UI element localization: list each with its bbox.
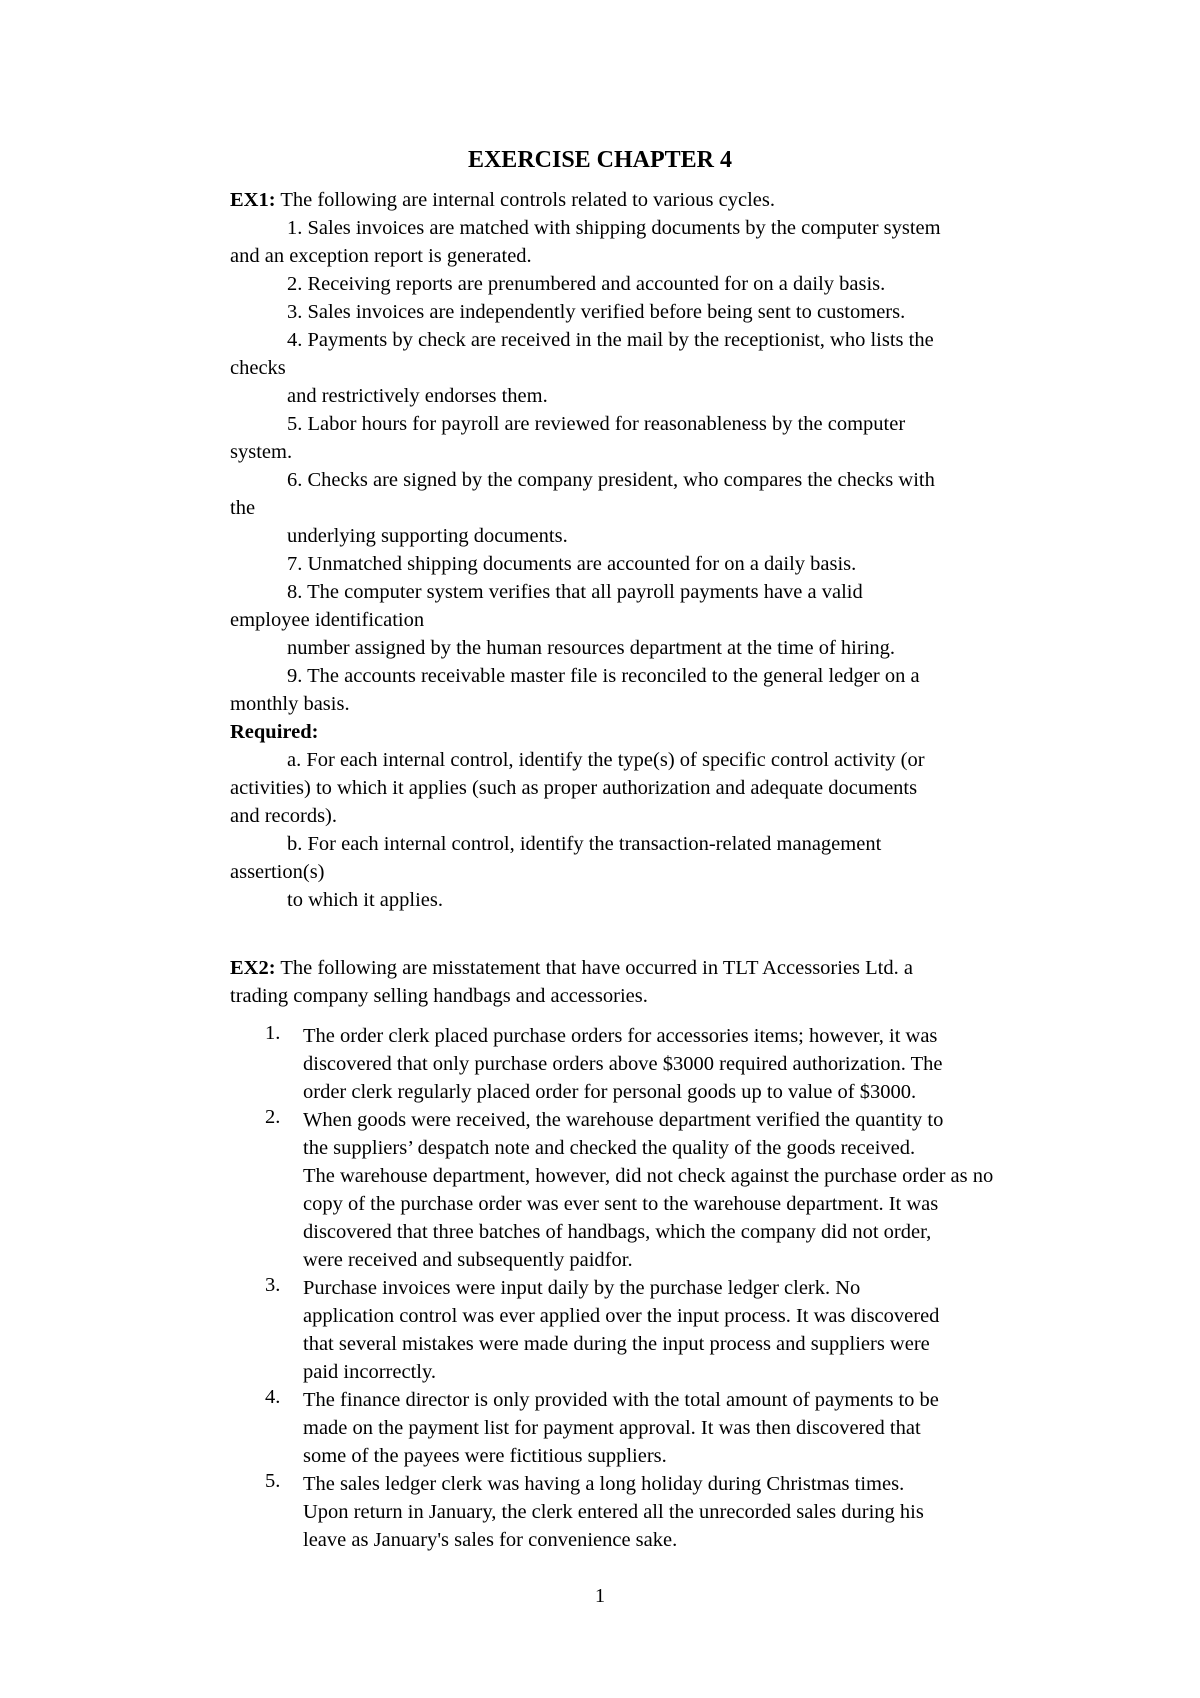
ex2-intro [230, 954, 1063, 982]
list-item-line: Purchase invoices were input daily by the purchase ledger clerk. No [303, 1277, 861, 1299]
text-line: 6. Checks are signed by the company president, who compares the checks with [287, 469, 935, 491]
list-item [230, 1386, 1063, 1470]
list-item-number: 3. [265, 1274, 281, 1296]
list-item-line: were received and subsequently paidfor. [303, 1249, 633, 1271]
list-item-number: 5. [265, 1470, 281, 1492]
ex1-label: EX1: [230, 189, 276, 211]
text-line: b. For each internal control, identify the transaction-related management [287, 833, 882, 855]
list-item [230, 1470, 1063, 1554]
ex1-section [230, 186, 1063, 914]
list-item-line: leave as January's sales for convenience sake. [303, 1529, 678, 1551]
list-item-line: The finance director is only provided with the total amount of payments to be [303, 1389, 939, 1411]
document-title: EXERCISE CHAPTER 4 [467, 147, 733, 173]
text-line: number assigned by the human resources department at the time of hiring. [287, 637, 895, 659]
ex1-intro [230, 186, 1063, 214]
list-item-line: paid incorrectly. [303, 1361, 436, 1383]
ex2-section [230, 954, 1063, 1010]
list-item-line: the suppliers’ despatch note and checked the quality of the goods received. [303, 1137, 916, 1159]
text-line: 8. The computer system verifies that all payroll payments have a valid [287, 581, 863, 603]
text-line: and an exception report is generated. [230, 245, 532, 267]
text-line: monthly basis. [230, 693, 350, 715]
text-line: 2. Receiving reports are prenumbered and accounted for on a daily basis. [287, 273, 886, 295]
ex2-intro-continued: trading company selling handbags and accessories. [230, 985, 648, 1007]
text-line: 1. Sales invoices are matched with shipping documents by the computer system [287, 217, 941, 239]
list-item-line: made on the payment list for payment approval. It was then discovered that [303, 1417, 921, 1439]
text-line: the [230, 497, 256, 519]
list-item-number: 2. [265, 1106, 281, 1128]
ex1-controls-list [230, 214, 1063, 718]
list-item-line: When goods were received, the warehouse department verified the quantity to [303, 1109, 944, 1131]
list-item-line: The warehouse department, however, did not check against the purchase order as no [303, 1165, 994, 1187]
list-item-line: discovered that only purchase orders above $3000 required authorization. The [303, 1053, 943, 1075]
list-item-line: The order clerk placed purchase orders for accessories items; however, it was [303, 1025, 938, 1047]
list-item-line: some of the payees were fictitious suppliers. [303, 1445, 667, 1467]
ex2-label: EX2: [230, 957, 276, 979]
text-line: to which it applies. [287, 889, 444, 911]
text-line: and restrictively endorses them. [287, 385, 548, 407]
text-line: 7. Unmatched shipping documents are accounted for on a daily basis. [287, 553, 857, 575]
list-item-number: 4. [265, 1386, 281, 1408]
list-item-number: 1. [265, 1022, 281, 1044]
required-heading: Required: [230, 721, 319, 743]
text-line: 9. The accounts receivable master file is reconciled to the general ledger on a [287, 665, 920, 687]
text-line: and records). [230, 805, 338, 827]
text-line: a. For each internal control, identify the type(s) of specific control activity (or [287, 749, 925, 771]
ex2-misstatement-list [230, 1022, 1063, 1554]
text-line: 3. Sales invoices are independently verified before being sent to customers. [287, 301, 906, 323]
required-list [230, 746, 1063, 914]
list-item-line: application control was ever applied over the input process. It was discovered [303, 1305, 940, 1327]
text-line: 4. Payments by check are received in the mail by the receptionist, who lists the [287, 329, 934, 351]
list-item-line: that several mistakes were made during the input process and suppliers were [303, 1333, 930, 1355]
list-item [230, 1106, 1063, 1274]
list-item [230, 1274, 1063, 1386]
text-line: 5. Labor hours for payroll are reviewed for reasonableness by the computer [287, 413, 906, 435]
text-line: checks [230, 357, 286, 379]
text-line: underlying supporting documents. [287, 525, 568, 547]
page-number: 1 [594, 1585, 606, 1607]
ex1-intro-text: The following are internal controls related to various cycles. [275, 189, 775, 211]
list-item-line: copy of the purchase order was ever sent to the warehouse department. It was [303, 1193, 939, 1215]
text-line: assertion(s) [230, 861, 325, 883]
list-item [230, 1022, 1063, 1106]
list-item-line: Upon return in January, the clerk entered all the unrecorded sales during his [303, 1501, 924, 1523]
list-item-line: order clerk regularly placed order for personal goods up to value of $3000. [303, 1081, 917, 1103]
text-line: employee identification [230, 609, 425, 631]
list-item-line: The sales ledger clerk was having a long holiday during Christmas times. [303, 1473, 905, 1495]
list-item-line: discovered that three batches of handbags, which the company did not order, [303, 1221, 932, 1243]
text-line: activities) to which it applies (such as proper authorization and adequate documents [230, 777, 918, 799]
ex2-intro-text: The following are misstatement that have occurred in TLT Accessories Ltd. a [275, 957, 913, 979]
text-line: system. [230, 441, 293, 463]
